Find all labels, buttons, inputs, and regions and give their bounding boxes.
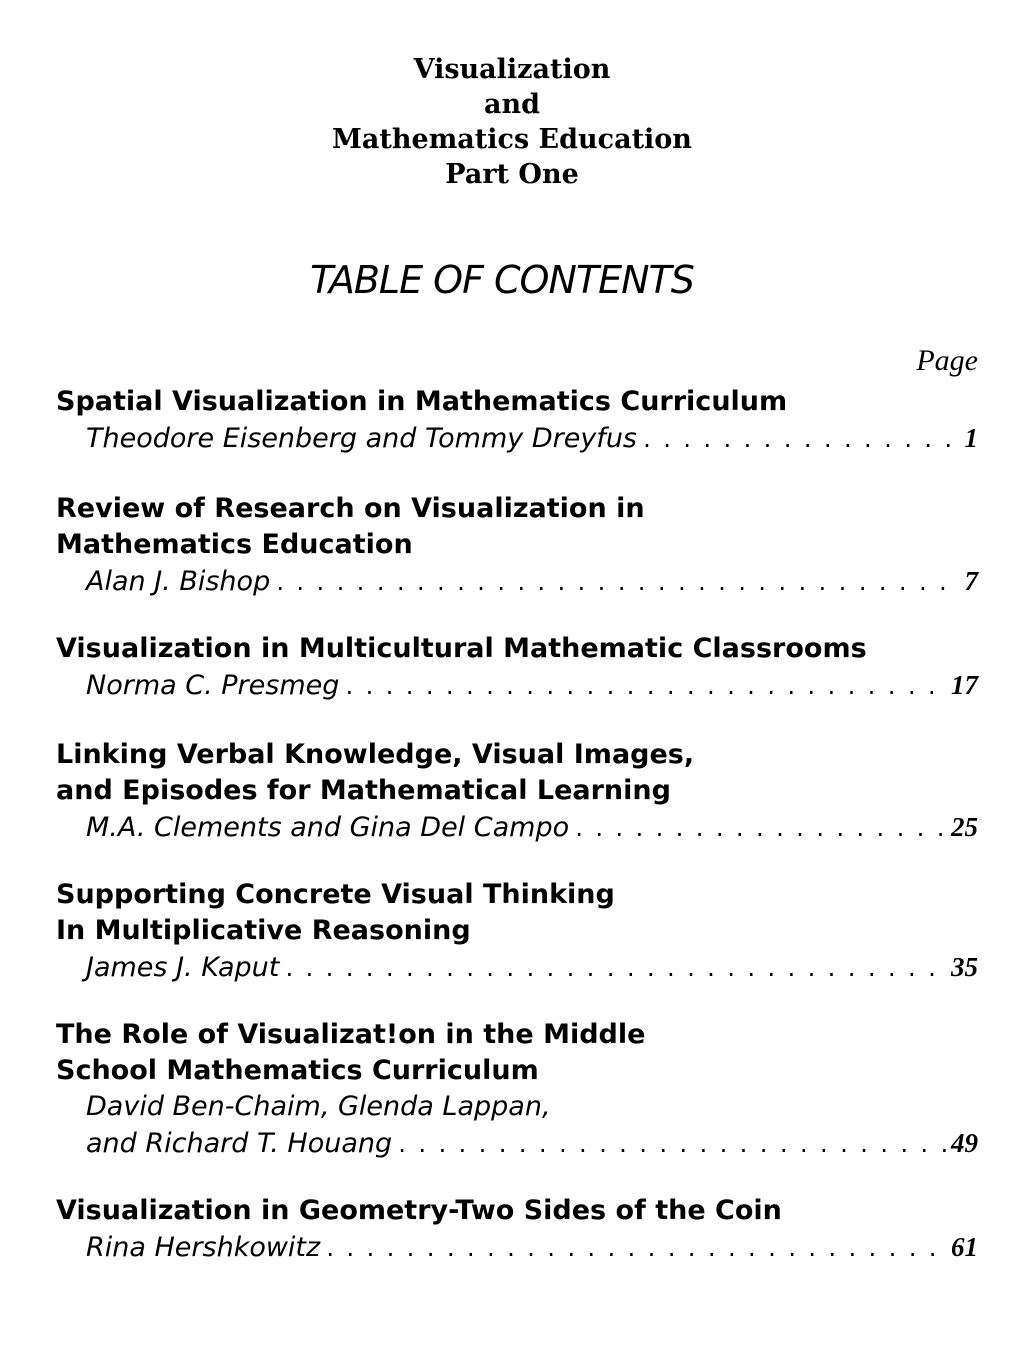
book-title: [0, 52, 1024, 192]
entry-title-line: The Role of Visualizat!on in the Middle: [56, 1019, 646, 1050]
dot-leader: [283, 951, 947, 987]
toc-entry: [56, 737, 978, 847]
entry-title-line: Visualization in Geometry-Two Sides of the Coin: [56, 1195, 782, 1226]
dot-leader: [274, 565, 960, 601]
entry-authors: Rina Hershkowitz: [86, 1232, 321, 1263]
entry-title-line: Spatial Visualization in Mathematics Curriculum: [56, 386, 788, 417]
entry-page-number: 25: [951, 812, 978, 842]
entry-page-number: 49: [951, 1128, 978, 1158]
toc-entry: [56, 631, 978, 705]
entry-page-number: 61: [951, 1232, 978, 1262]
entry-author-line: [56, 1125, 978, 1163]
entry-authors: Norma C. Presmeg: [86, 670, 340, 701]
entry-title-line: Supporting Concrete Visual Thinking: [56, 879, 615, 910]
entry-title-line: Review of Research on Visualization in: [56, 493, 645, 524]
dot-leader: [324, 1231, 947, 1267]
toc-entry: [56, 491, 978, 601]
entry-authors: Alan J. Bishop: [86, 566, 271, 597]
entry-author-line: [56, 667, 978, 705]
entry-author-line: David Ben-Chaim, Glenda Lappan,: [86, 1091, 551, 1122]
entry-author-line: [56, 1229, 978, 1267]
toc-entry: [56, 877, 978, 987]
entry-title-line: In Multiplicative Reasoning: [56, 915, 471, 946]
book-title-line: and: [483, 89, 540, 120]
toc-entry: [56, 384, 978, 458]
entry-title-line: Mathematics Education: [56, 529, 413, 560]
entry-authors: and Richard T. Houang: [86, 1128, 393, 1159]
entry-title-line: Visualization in Multicultural Mathematic Classrooms: [56, 633, 867, 664]
entry-title-line: and Episodes for Mathematical Learning: [56, 775, 671, 806]
book-title-line: Mathematics Education: [332, 124, 692, 155]
entry-authors: James J. Kaput: [86, 952, 280, 983]
entry-title-line: Linking Verbal Knowledge, Visual Images,: [56, 739, 695, 770]
entry-author-line: [56, 420, 978, 458]
book-title-line: Part One: [445, 159, 579, 190]
entry-page-number: 7: [964, 566, 978, 596]
toc-heading: TABLE OF CONTENTS: [310, 258, 694, 302]
entry-author-line: [56, 809, 978, 847]
entry-page-number: 1: [964, 423, 978, 453]
dot-leader: [396, 1127, 947, 1163]
dot-leader: [641, 422, 961, 458]
entry-authors: Theodore Eisenberg and Tommy Dreyfus: [86, 423, 637, 454]
book-title-line: Visualization: [413, 54, 611, 85]
entry-page-number: 17: [951, 670, 978, 700]
entry-author-line: [56, 949, 978, 987]
toc-entry: [56, 1017, 978, 1163]
dot-leader: [343, 669, 947, 705]
entry-page-number: 35: [951, 952, 978, 982]
entry-title-line: School Mathematics Curriculum: [56, 1055, 539, 1086]
toc-entry: [56, 1193, 978, 1267]
dot-leader: [573, 811, 947, 847]
entry-author-line: [56, 563, 978, 601]
entry-authors: M.A. Clements and Gina Del Campo: [86, 812, 570, 843]
page-column-label: Page: [916, 344, 978, 377]
